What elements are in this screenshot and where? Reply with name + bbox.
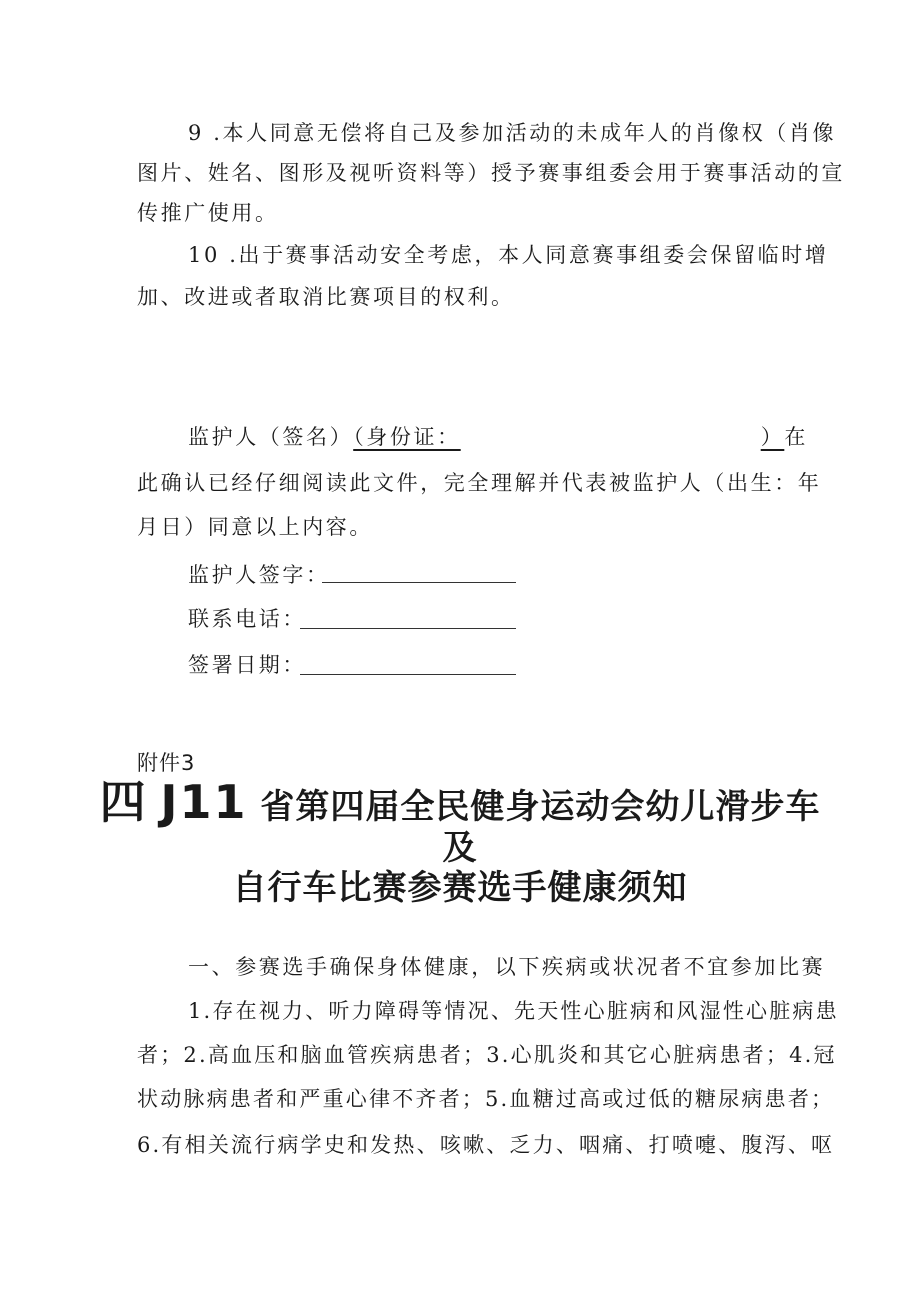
id-card-close: ） xyxy=(760,425,785,449)
guardian-confirm-line-1 xyxy=(188,422,808,452)
clause-10-line-1: 10 .出于赛事活动安全考虑，本人同意赛事组委会保留临时增 xyxy=(188,243,829,267)
guardian-confirm-line-3: 月日）同意以上内容。 xyxy=(137,515,373,539)
guardian-signature-row xyxy=(188,560,330,590)
title-main: 省第四届全民健身运动会幼儿滑步车 xyxy=(260,787,821,827)
clause-9-line-1: 9 .本人同意无偿将自己及参加活动的未成年人的肖像权（肖像 xyxy=(188,121,837,145)
health-item-line-2: 者；2.高血压和脑血管疾病患者；3.心肌炎和其它心脏病患者；4.冠 xyxy=(137,1043,837,1067)
clause-9-line-2: 图片、姓名、图形及视听资料等）授予赛事组委会用于赛事活动的宣 xyxy=(137,161,845,185)
guardian-sign-label: 监护人（签名） xyxy=(188,425,354,449)
title-code: J11 xyxy=(160,775,248,829)
health-item-line-1: 1.存在视力、听力障碍等情况、先天性心脏病和风湿性心脏病患 xyxy=(188,999,839,1023)
health-item-line-4: 6.有相关流行病学史和发热、咳嗽、乏力、咽痛、打喷嚏、腹泻、呕 xyxy=(137,1133,835,1157)
guardian-signature-label: 监护人签字： xyxy=(188,563,330,587)
attachment-label: 附件3 xyxy=(137,751,196,775)
title-prefix: 四 xyxy=(99,775,148,829)
sign-date-row xyxy=(188,650,306,680)
health-item-line-3: 状动脉病患者和严重心律不齐者；5.血糖过高或过低的糖尿病患者； xyxy=(137,1087,835,1111)
doc-title-line-1 xyxy=(0,775,920,829)
contact-phone-row xyxy=(188,604,306,634)
sign-date-label: 签署日期： xyxy=(188,653,306,677)
clause-9-line-3: 传推广使用。 xyxy=(137,201,279,225)
id-card-field[interactable] xyxy=(353,425,784,449)
id-card-label: （身份证： xyxy=(353,425,461,449)
guardian-signature-field[interactable] xyxy=(322,560,516,583)
contact-phone-label: 联系电话： xyxy=(188,607,306,631)
doc-title-line-2: 及 xyxy=(442,828,478,868)
clause-10-line-2: 加、改进或者取消比赛项目的权利。 xyxy=(137,285,515,309)
doc-title-line-3: 自行车比赛参赛选手健康须知 xyxy=(232,868,688,908)
guardian-confirm-suffix: 在 xyxy=(784,425,808,449)
health-heading: 一、参赛选手确保身体健康，以下疾病或状况者不宜参加比赛 xyxy=(188,955,826,979)
contact-phone-field[interactable] xyxy=(300,606,516,629)
sign-date-field[interactable] xyxy=(300,652,516,675)
guardian-confirm-line-2: 此确认已经仔细阅读此文件，完全理解并代表被监护人（出生：年 xyxy=(137,471,822,495)
